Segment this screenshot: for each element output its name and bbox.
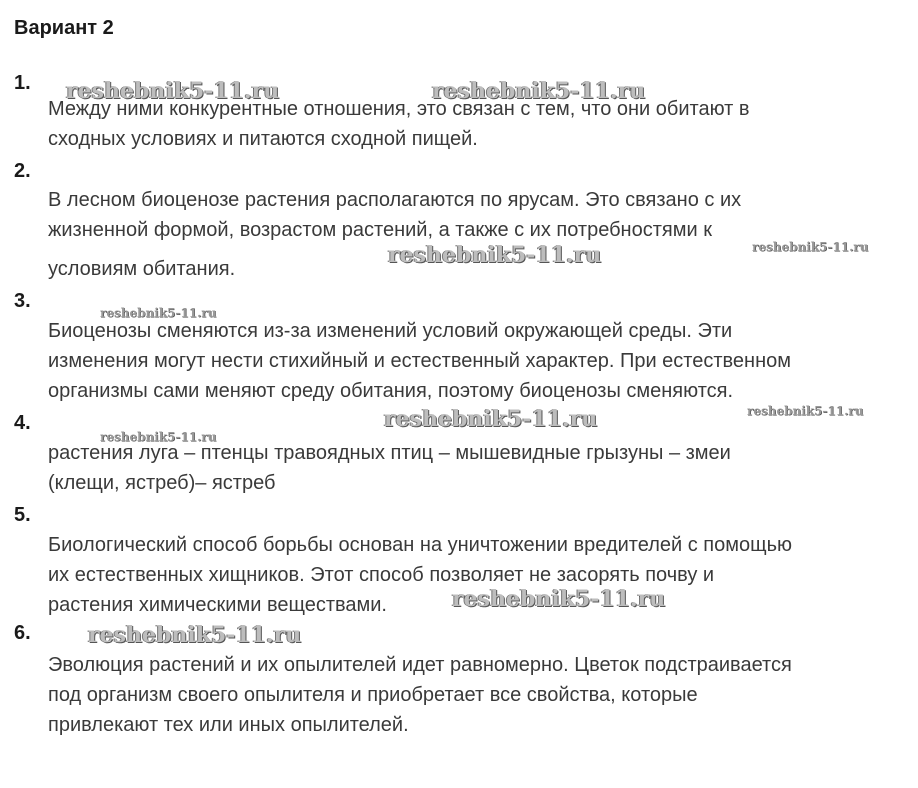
item-number-2: 2. xyxy=(14,160,31,182)
answer-text-2: В лесном биоценозе растения располагаются по ярусам. Это связано с их жизненной формой, возрастом растений, а также с их потребностями к условиям обитания. xyxy=(48,189,742,280)
page-title: Вариант 2 xyxy=(14,17,114,39)
watermark: reshebnik5-11.ru xyxy=(747,404,864,418)
item-number-5: 5. xyxy=(14,504,31,526)
answer-text-4: растения луга – птенцы травоядных птиц – мышевидные грызуны – змеи (клещи, ястреб)– ястреб xyxy=(48,442,731,494)
item-number-3: 3. xyxy=(14,290,31,312)
item-number-1: 1. xyxy=(14,72,31,94)
watermark: reshebnik5-11.ru xyxy=(88,622,302,648)
watermark: reshebnik5-11.ru xyxy=(100,430,217,444)
item-number-4: 4. xyxy=(14,412,31,434)
watermark: reshebnik5-11.ru xyxy=(66,78,280,104)
item-number-6: 6. xyxy=(14,622,31,644)
watermark: reshebnik5-11.ru xyxy=(452,586,666,612)
watermark: reshebnik5-11.ru xyxy=(384,406,598,432)
answer-text-5: Биологический способ борьбы основан на уничтожении вредителей с помощью их естественных хищников. Этот способ позволяет не засорять почву и растения химическими веществами. xyxy=(48,534,792,616)
answer-text-1: Между ними конкурентные отношения, это связан с тем, что они обитают в сходных условиях и питаются сходной пищей. xyxy=(48,98,750,150)
watermark: reshebnik5-11.ru xyxy=(432,78,646,104)
answer-text-6: Эволюция растений и их опылителей идет равномерно. Цветок подстраивается под организм своего опылителя и приобретает все свойства, которые привлекают тех или иных опылителей. xyxy=(48,654,792,736)
watermark: reshebnik5-11.ru xyxy=(752,240,869,254)
watermark: reshebnik5-11.ru xyxy=(100,306,217,320)
answer-text-3: Биоценозы сменяются из-за изменений условий окружающей среды. Эти изменения могут нести стихийный и естественный характер. При естественном организмы сами меняют среду обитания, поэтому биоценозы сменяются. xyxy=(48,320,792,402)
watermark: reshebnik5-11.ru xyxy=(388,242,602,268)
